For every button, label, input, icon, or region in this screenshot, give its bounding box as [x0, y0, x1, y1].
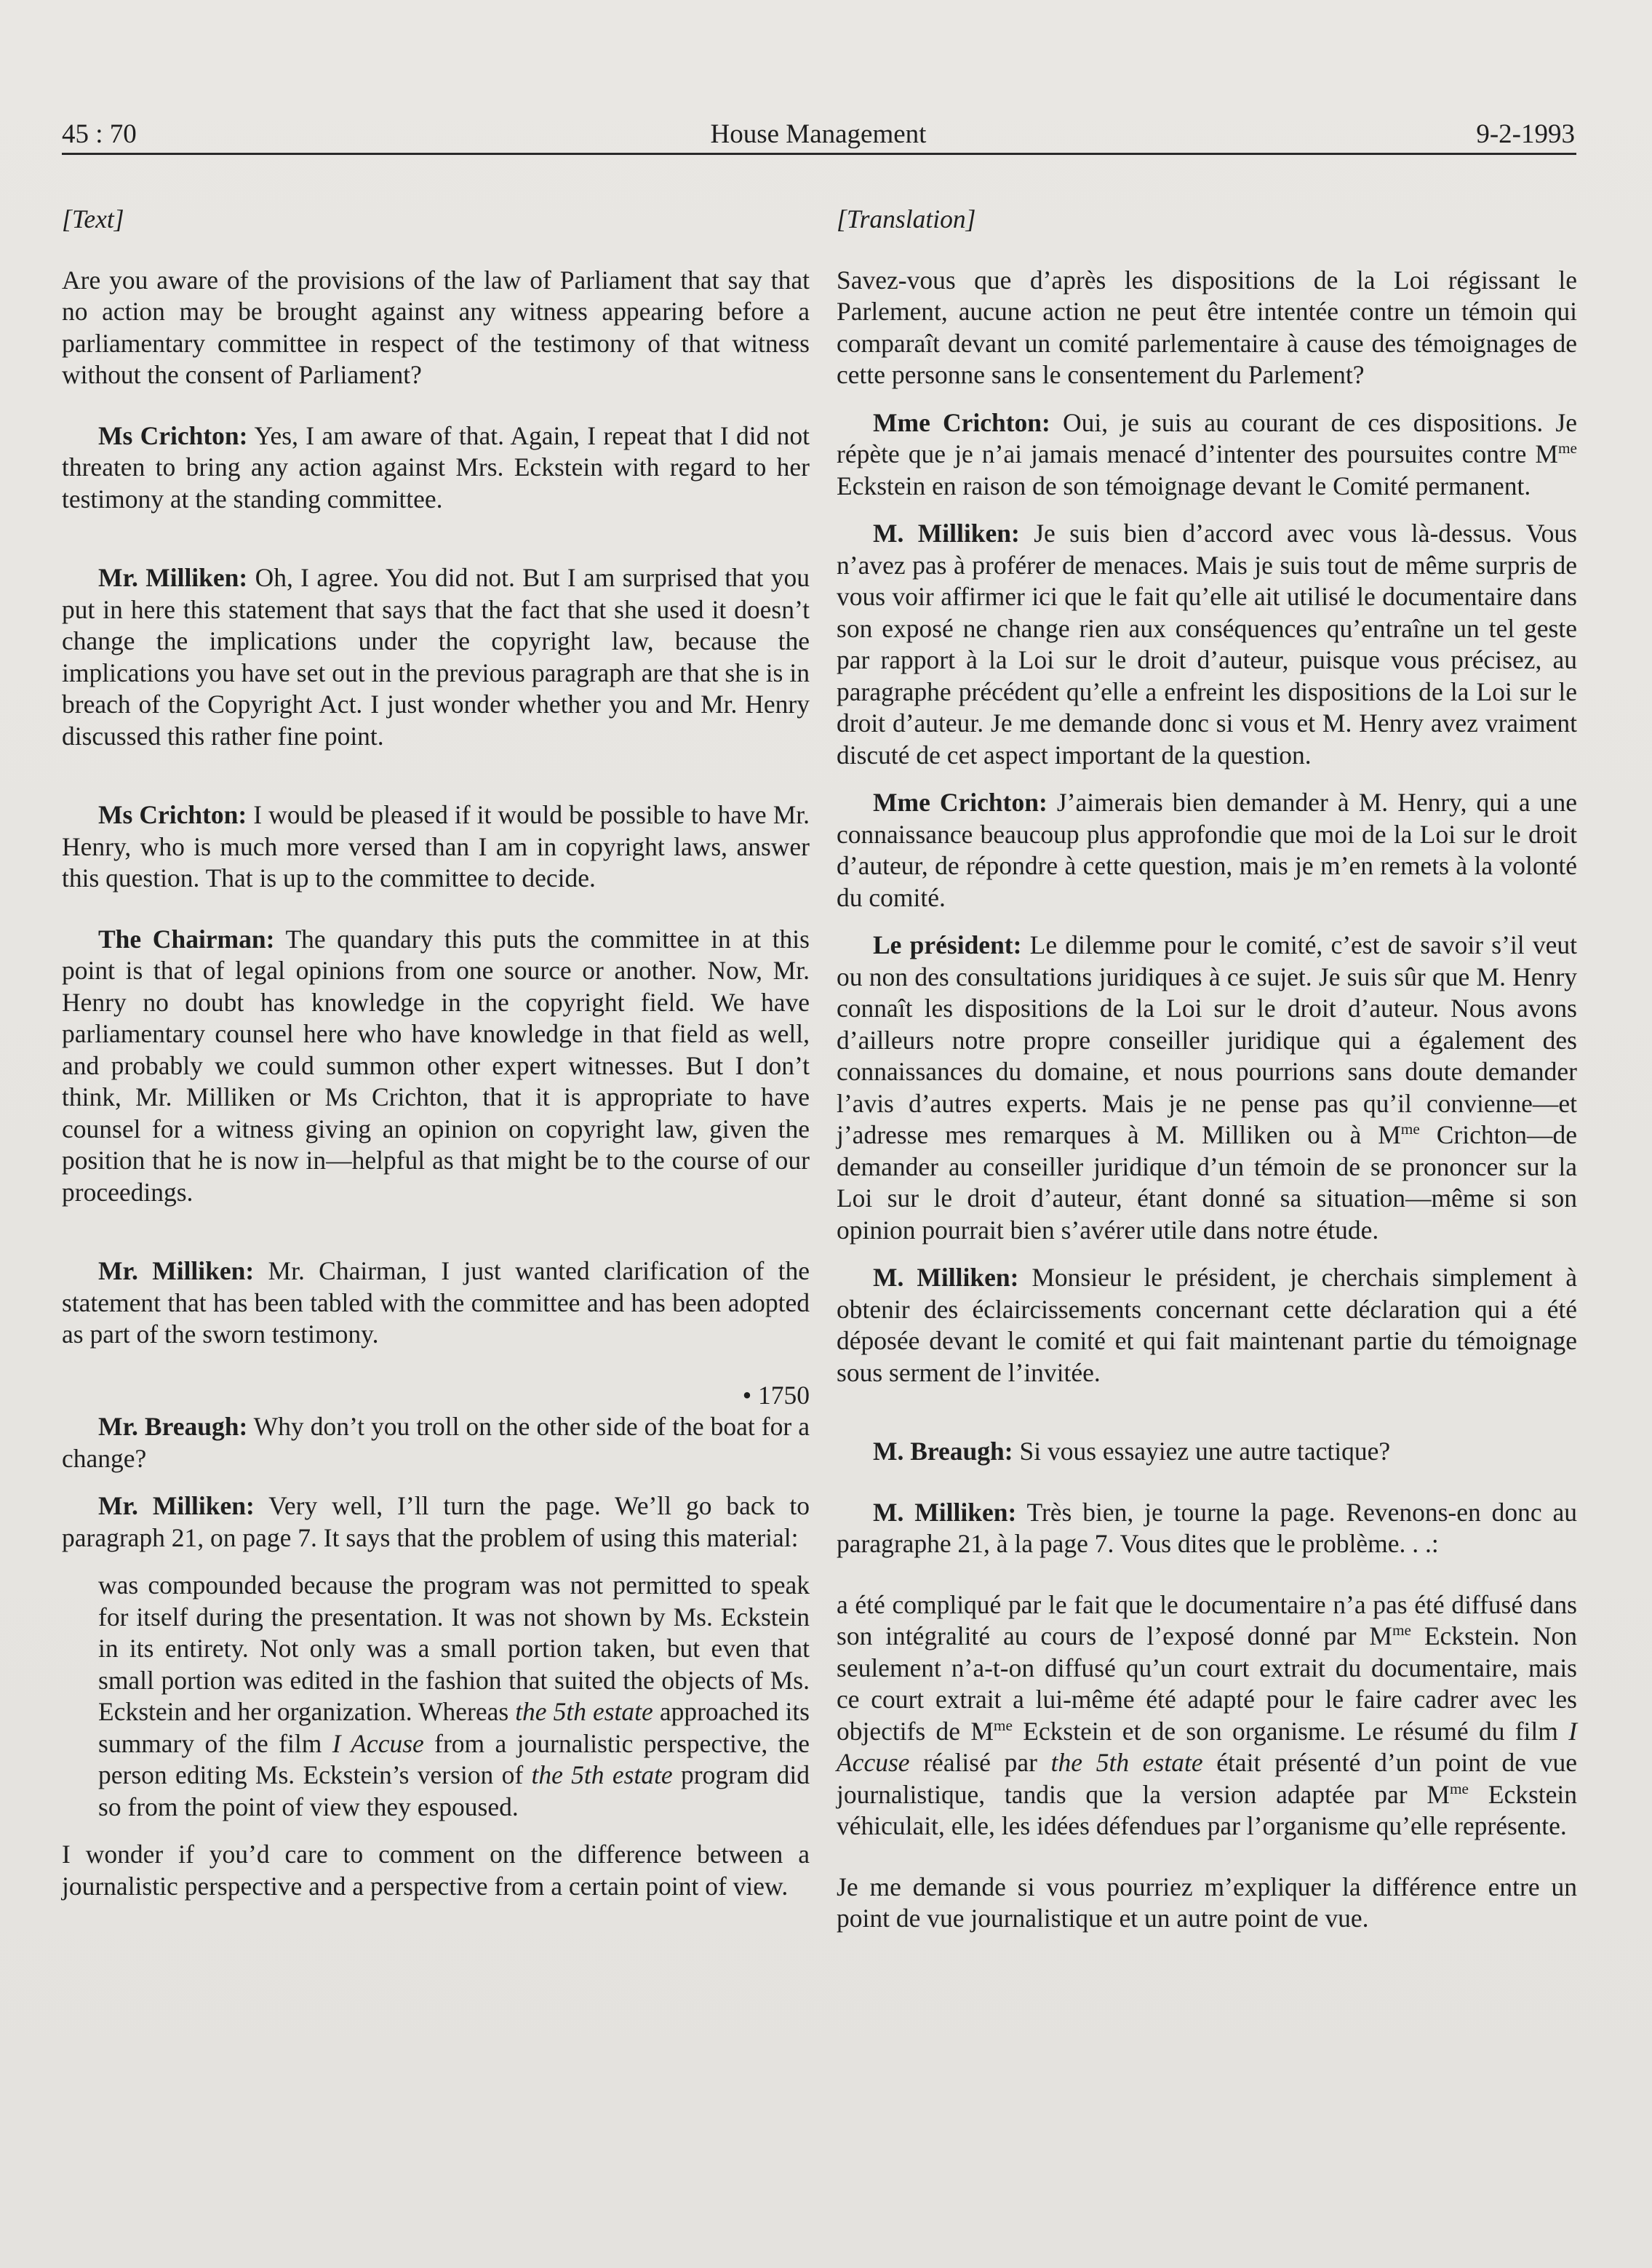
speech-text: Le dilemme pour le comité, c’est de savoir s’il veut ou non des consultations juridiques à ce sujet. Je suis sûr que M. Henry connaît les dispositions de la Loi sur le droit d’auteur. Nous avons d’ailleurs notre propre conseiller juridique qui a également des connaissances du domaine, et nous pourrions sans doute demander l’avis d’autres experts. Mais je ne pense pas qu’il convienne—et j’adresse mes remarques à M. Milliken ou à M — [837, 930, 1577, 1149]
quote-text: from a journalistic perspective, the person editing Ms. Eckstein’s version of — [98, 1728, 810, 1789]
english-column — [62, 204, 810, 1902]
speaker-paragraph — [837, 930, 1577, 1246]
paragraph: Savez-vous que d’après les dispositions de la Loi régissant le Parlement, aucune action ne peut être intentée contre un témoin qui comparaît devant un comité parlementaire à cause des témoignages de cette personne sans le consentement du Parlement? — [837, 265, 1577, 389]
quote-italic: I Accuse — [332, 1728, 424, 1758]
speaker-paragraph — [62, 1490, 810, 1554]
speech-text: Crichton—de demander au conseiller juridique d’un témoin de se prononcer sur la Loi sur le droit d’auteur, étant donné sa situation—même si son opinion pourrait bien s’avérer utile dans notre étude. — [837, 1120, 1577, 1245]
quote-text: approached its summary of the film — [98, 1697, 810, 1758]
speaker-name: M. Milliken: — [873, 519, 1020, 548]
quote-italic: I Accuse — [837, 1716, 1578, 1777]
superscript: me — [1400, 1120, 1420, 1138]
speaker-name: Mr. Milliken: — [98, 563, 248, 592]
marker-label: Text — [71, 204, 114, 233]
speech-text: Oui, je suis au courant de ces dispositions. Je répète que je n’ai jamais menacé d’intenter des poursuites contre M — [837, 407, 1577, 468]
speaker-paragraph — [62, 924, 810, 1209]
speaker-name: Mr. Breaugh: — [98, 1412, 248, 1441]
running-title: House Management — [710, 119, 927, 149]
speech-text: The quandary this puts the committee in at this point is that of legal opinions from one source or another. Now, Mr. Henry no doubt has knowledge in the copyright field. We have parliamentary counsel here who have knowledge in that field as well, and probably we could summon other expert witnesses. But I don’t think, Mr. Milliken or Ms Crichton, that it is appropriate to have counsel for a witness giving an opinion on copyright law, given the position that he is now in—helpful as that might be to the course of our proceedings. — [62, 924, 810, 1207]
quote-italic: the 5th estate — [531, 1760, 673, 1789]
speaker-paragraph — [837, 1436, 1577, 1468]
speaker-name: Ms Crichton: — [98, 420, 248, 450]
speaker-paragraph — [837, 1262, 1577, 1389]
speech-text: Si vous essayiez une autre tactique? — [1013, 1437, 1391, 1466]
speaker-paragraph — [837, 1497, 1577, 1560]
superscript: me — [1392, 1621, 1411, 1640]
speech-text: J’aimerais bien demander à M. Henry, qui a une connaissance beaucoup plus approfondie que moi de la Loi sur le droit d’auteur, de répondre à cette question, mais je m’en remets à la volonté du comité. — [837, 788, 1577, 912]
speech-text: Monsieur le président, je cherchais simplement à obtenir des éclaircissements concernant cette déclaration qui a été déposée devant le comité et qui fait maintenant partie du témoignage sous serment de l’invitée. — [837, 1263, 1577, 1387]
speaker-paragraph — [837, 787, 1577, 914]
speaker-name: Mr. Milliken: — [98, 1491, 255, 1520]
speaker-paragraph — [62, 1255, 810, 1351]
french-column — [837, 204, 1577, 1935]
quote-text: Eckstein et de son organisme. Le résumé du film — [1012, 1716, 1569, 1746]
speaker-name: Mr. Milliken: — [98, 1256, 255, 1285]
speech-text: Mr. Chairman, I just wanted clarification of the statement that has been tabled with the committee and has been adopted as part of the sworn testimony. — [62, 1256, 810, 1349]
paragraph: Are you aware of the provisions of the law of Parliament that say that no action may be brought against any witness appearing before a parliamentary committee in respect of the testimony of that witness without the consent of Parliament? — [62, 265, 810, 389]
header-rule — [62, 153, 1576, 155]
quote-text: program did so from the point of view they espoused. — [98, 1760, 810, 1821]
paragraph: Je me demande si vous pourriez m’expliquer la différence entre un point de vue journalistique et un autre point de vue. — [837, 1872, 1577, 1933]
translation-marker: [Translation] — [837, 204, 976, 233]
superscript: me — [993, 1716, 1013, 1734]
block-quote — [98, 1570, 810, 1823]
superscript: me — [1449, 1779, 1469, 1797]
speech-text: Oh, I agree. You did not. But I am surprised that you put in here this statement that says that the fact that she used it doesn’t change the implications under the copyright law, because the implications you have set out in the previous paragraph are that she is in breach of the Copyright Act. I just wonder whether you and Mr. Henry discussed this rather fine point. — [62, 563, 810, 751]
speaker-paragraph — [62, 420, 810, 516]
speech-text: Very well, I’ll turn the page. We’ll go back to paragraph 21, on page 7. It says that the problem of using this material: — [62, 1491, 810, 1552]
speaker-name: M. Breaugh: — [873, 1437, 1013, 1466]
speaker-name: The Chairman: — [98, 924, 275, 954]
quote-paragraph — [837, 1589, 1577, 1842]
speaker-paragraph — [62, 562, 810, 752]
speech-text: Why don’t you troll on the other side of the boat for a change? — [62, 1412, 810, 1473]
speaker-paragraph — [837, 407, 1577, 503]
speech-text: Très bien, je tourne la page. Revenons-en donc au paragraphe 21, à la page 7. Vous dites que le problème. . .: — [837, 1497, 1577, 1558]
header-date: 9-2-1993 — [1476, 119, 1575, 149]
speaker-name: Mme Crichton: — [873, 407, 1050, 437]
superscript: me — [1557, 439, 1577, 458]
paragraph: I wonder if you’d care to comment on the difference between a journalistic perspective and a perspective from a certain point of view. — [62, 1840, 810, 1901]
speech-text: Je suis bien d’accord avec vous là-dessus. Vous n’avez pas à proférer de menaces. Mais je suis tout de même surpris de vous voir affirmer ici que le fait qu’elle ait utilisé le documentaire dans son exposé ne change rien aux conséquences qu’entraîne un tel geste par rapport à la Loi sur le droit d’auteur, puisque vous précisez, au paragraphe précédent qu’elle a enfreint les dispositions de la Loi sur le droit d’auteur. Je me demande donc si vous et M. Henry avez vraiment discuté de cet aspect important de la question. — [837, 519, 1577, 770]
quote-text: a été compliqué par le fait que le documentaire n’a pas été diffusé dans son intégralité au cours de l’exposé donné par M — [837, 1589, 1577, 1650]
speaker-name: Ms Crichton: — [98, 800, 247, 829]
quote-italic: the 5th estate — [515, 1697, 653, 1726]
timestamp: • 1750 — [742, 1380, 810, 1410]
text-marker: [Text] — [62, 204, 124, 233]
quote-text: réalisé par — [909, 1748, 1051, 1777]
speech-text: Eckstein en raison de son témoignage devant le Comité permanent. — [837, 471, 1531, 500]
speaker-name: Mme Crichton: — [873, 788, 1048, 817]
quote-text: était présenté d’un point de vue journalistique, tandis que la version adaptée par M — [837, 1748, 1577, 1809]
speaker-paragraph — [62, 799, 810, 895]
speaker-paragraph — [62, 1411, 810, 1474]
quote-text: Eckstein véhiculait, elle, les idées défendues par l’organisme qu’elle représente. — [837, 1779, 1577, 1840]
quote-text: was compounded because the program was not permitted to speak for itself during the presentation. It was not shown by Ms. Eckstein in its entirety. Not only was a small portion taken, but even that small portion was edited in the fashion that suited the objects of Ms. Eckstein and her organization. Whereas — [98, 1570, 810, 1726]
quote-text: Eckstein. Non seulement n’a-t-on diffusé qu’un court extrait du documentaire, mais ce court extrait a lui-même été adapté pour le faire cadrer avec les objectifs de M — [837, 1621, 1577, 1746]
speaker-name: M. Milliken: — [873, 1497, 1017, 1527]
speaker-name: Le président: — [873, 930, 1022, 959]
marker-label: Translation — [846, 204, 966, 233]
page-number: 45 : 70 — [62, 119, 137, 149]
speaker-name: M. Milliken: — [873, 1263, 1019, 1292]
speech-text: I would be pleased if it would be possible to have Mr. Henry, who is much more versed than I am in copyright laws, answer this question. That is up to the committee to decide. — [62, 800, 810, 893]
speaker-paragraph — [837, 518, 1577, 771]
speech-text: Yes, I am aware of that. Again, I repeat that I did not threaten to bring any action against Mrs. Eckstein with regard to her testimony at the standing committee. — [62, 420, 810, 514]
quote-italic: the 5th estate — [1050, 1748, 1203, 1777]
